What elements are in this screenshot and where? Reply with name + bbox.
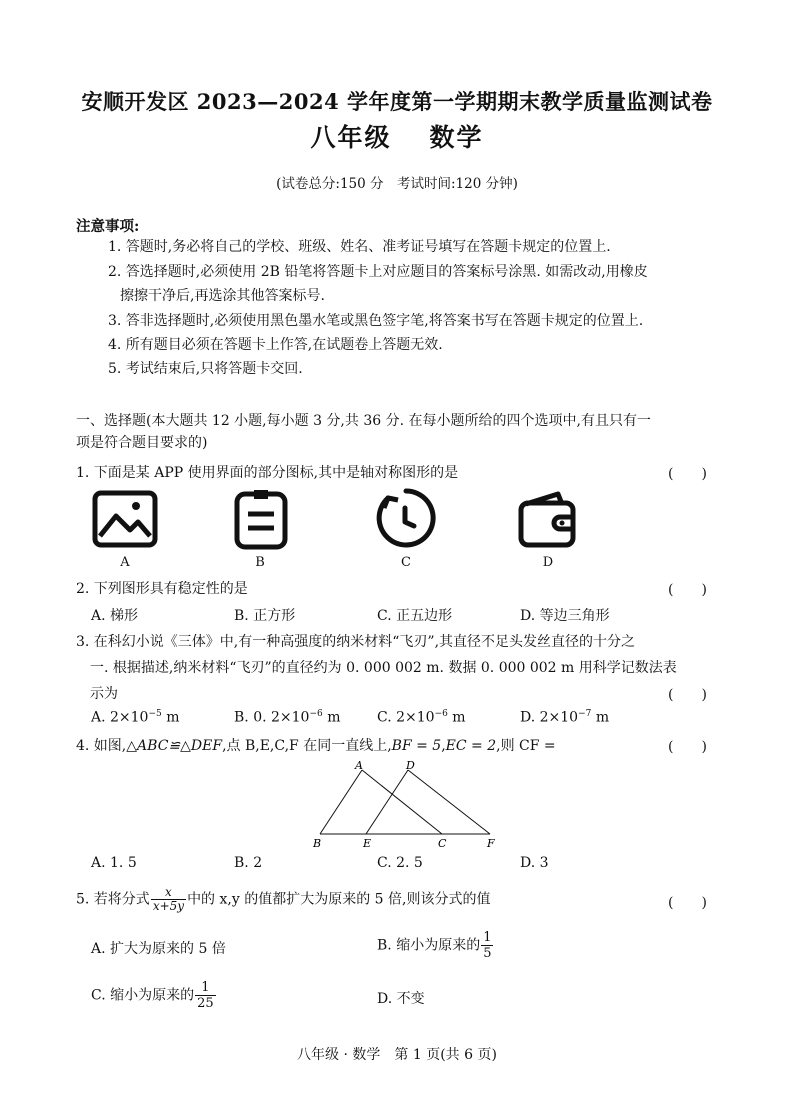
answer-paren-4: ( ) — [668, 739, 707, 755]
notes-heading: 注意事项: — [76, 218, 140, 235]
option-a: A. 1. 5 — [91, 855, 137, 871]
clipboard-icon — [234, 488, 288, 550]
option-label: D — [542, 555, 554, 570]
note-item: 5. 考试结束后,只将答题卡交回. — [108, 361, 303, 377]
question-3-line2: 一. 根据描述,纳米材料“飞刃”的直径约为 0. 000 002 m. 数据 0. 000 002 m 用科学记数法表 — [90, 660, 677, 676]
question-4-stem: 4. 如图,△ABC≌△DEF,点 B,E,C,F 在同一直线上,BF = 5,EC = 2,则 CF = — [76, 738, 556, 754]
clock-icon — [374, 486, 438, 550]
note-item: 1. 答题时,务必将自己的学校、班级、姓名、准考证号填写在答题卡规定的位置上. — [108, 239, 611, 255]
question-5-stem: 5. 若将分式 $\frac{x}{x+5y}$ 中的 x,y 的值都扩大为原来的 5 倍,则该分式的值 — [76, 885, 491, 913]
option-a: A. 扩大为原来的 5 倍 — [91, 941, 226, 957]
question-3-line3: 示为 — [90, 686, 118, 702]
note-item: 4. 所有题目必须在答题卡上作答,在试题卷上答题无效. — [108, 337, 443, 353]
option-d: D. 等边三角形 — [520, 608, 610, 624]
fraction-x-over-x-plus-5y: $\frac{x}{x+5y}$ — [152, 885, 185, 913]
option-d: D. 3 — [520, 855, 549, 871]
exam-title: 安顺开发区 2023—2024 学年度第一学期期末教学质量监测试卷 — [81, 89, 713, 114]
note-item: 3. 答非选择题时,必须使用黑色墨水笔或黑色签字笔,将答案书写在答题卡规定的位置上. — [108, 313, 644, 329]
section-1-intro — [76, 410, 736, 454]
triangle-figure — [310, 758, 510, 850]
point-f-label: F — [487, 837, 495, 850]
wallet-icon — [518, 490, 578, 548]
option-b: B. 正方形 — [234, 608, 296, 624]
option-d: D. $2\times 10^{-7}$ m — [520, 709, 610, 726]
grade-label: 八年级 — [310, 123, 392, 152]
option-a: A. 梯形 — [91, 608, 139, 624]
exam-meta: (试卷总分:150 分 考试时间:120 分钟) — [276, 176, 518, 192]
option-b: B. 0. $2\times 10^{-6}$ m — [234, 709, 341, 726]
note-item-continued: 擦擦干净后,再选涂其他答案标号. — [120, 288, 325, 304]
point-c-label: C — [438, 837, 447, 850]
point-d-label: D — [406, 759, 415, 772]
answer-paren-5: ( ) — [668, 895, 707, 911]
option-c: C. 缩小为原来的 $\frac{1}{25}$ — [91, 980, 214, 1011]
option-a: A. $2\times 10^{-5}$ m — [91, 709, 180, 726]
option-c: C. 正五边形 — [377, 608, 453, 624]
question-3-line1: 3. 在科幻小说《三体》中,有一种高强度的纳米材料“飞刃”,其直径不足头发丝直径的十分之 — [76, 634, 636, 650]
question-2-stem: 2. 下列图形具有稳定性的是 — [76, 581, 248, 597]
option-label: C — [401, 555, 411, 570]
exam-subtitle — [0, 118, 794, 154]
note-item: 2. 答选择题时,必须使用 2B 铅笔将答题卡上对应题目的答案标号涂黑. 如需改动,用橡皮 — [108, 264, 648, 280]
point-b-label: B — [313, 837, 322, 850]
question-1-stem: 1. 下面是某 APP 使用界面的部分图标,其中是轴对称图形的是 — [76, 465, 459, 481]
section-1-line1: 一、选择题(本大题共 12 小题,每小题 3 分,共 36 分. 在每小题所给的四个选项中,有且只有一 — [76, 413, 651, 429]
point-a-label: A — [355, 759, 363, 772]
answer-paren-3: ( ) — [668, 687, 707, 703]
section-1-line2: 项是符合题目要求的) — [76, 435, 208, 451]
option-c: C. 2. 5 — [377, 855, 423, 871]
image-icon — [92, 490, 158, 548]
option-d: D. 不变 — [377, 991, 425, 1007]
point-e-label: E — [363, 837, 372, 850]
answer-paren-1: ( ) — [668, 466, 707, 482]
option-b: B. 2 — [234, 855, 263, 871]
question-3-stem — [76, 631, 736, 705]
option-label: B — [255, 555, 265, 570]
option-c: C. $2\times 10^{-6}$ m — [377, 709, 466, 726]
answer-paren-2: ( ) — [668, 582, 707, 598]
option-b: B. 缩小为原来的 $\frac{1}{5}$ — [377, 930, 492, 961]
subject-label: 数学 — [429, 123, 484, 152]
page-footer: 八年级 · 数学 第 1 页(共 6 页) — [297, 1047, 497, 1063]
option-label: A — [120, 555, 130, 570]
